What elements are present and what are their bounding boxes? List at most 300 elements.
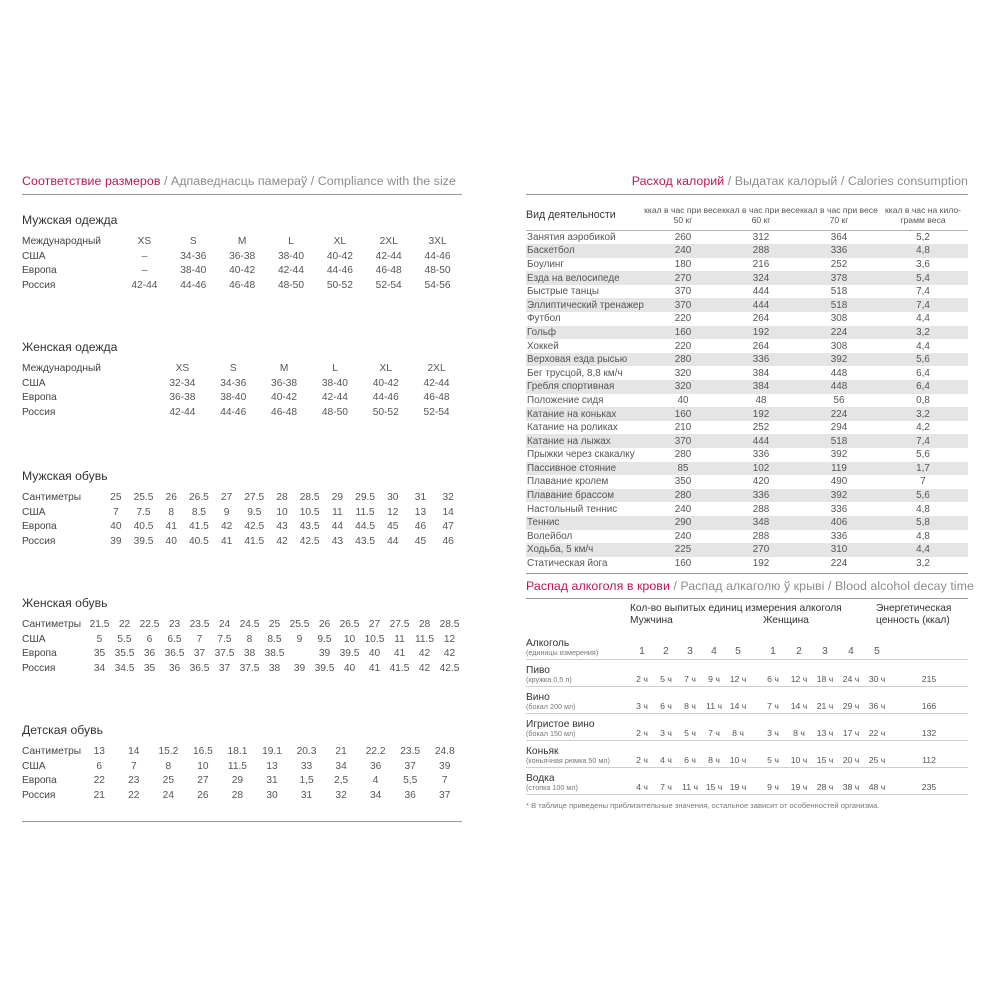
calories-value: 192 (752, 558, 770, 570)
size-cell: 39.5 (314, 662, 335, 674)
size-cell: 22.2 (365, 746, 386, 757)
calories-value: 384 (752, 381, 770, 393)
size-cell: 40-42 (229, 265, 256, 276)
alcohol-men-time: 10 ч (726, 741, 750, 768)
alcohol-men-time: 14 ч (726, 687, 750, 714)
size-cell: 9.5 (247, 506, 262, 518)
size-row-label: Европа (22, 775, 57, 786)
calories-value: 4,4 (916, 544, 930, 556)
calories-value: 518 (830, 286, 848, 298)
calories-value: 4,8 (916, 530, 930, 542)
size-row-label: Сантиметры (22, 746, 82, 757)
calories-value: 420 (752, 476, 770, 488)
size-cell: 7 (441, 775, 448, 786)
size-cell: 28 (276, 492, 288, 503)
calories-value: 225 (674, 544, 692, 556)
calories-activity: Занятия аэробикой (527, 231, 616, 243)
size-cell: 44-46 (326, 265, 353, 276)
size-cell: 34-36 (180, 250, 207, 262)
alcohol-drink-unit: (бокал 150 мл) (526, 729, 576, 739)
size-cell: 38 (243, 648, 256, 659)
size-cell: 34 (93, 662, 106, 674)
calories-header-row (526, 200, 968, 230)
kids-shoes-table (22, 745, 462, 803)
calories-row (526, 543, 968, 557)
alcohol-women-time: 22 ч (864, 714, 890, 741)
alcohol-energy: 215 (890, 660, 968, 687)
size-cell: 11 (332, 506, 343, 518)
alcohol-women-time: 36 ч (864, 687, 890, 714)
calories-activity: Пассивное стояние (527, 462, 617, 474)
size-cell: – (141, 265, 148, 276)
calories-row (526, 353, 968, 367)
calories-value: 336 (752, 490, 770, 502)
size-cell: 40-42 (372, 377, 399, 389)
calories-value: 364 (830, 231, 848, 243)
calories-value: 5,2 (916, 231, 930, 243)
size-cell: 37 (439, 789, 451, 801)
size-cell: 39.5 (133, 535, 154, 547)
alcohol-table (526, 633, 968, 795)
calories-value: 260 (674, 231, 692, 243)
size-cell: 24.8 (434, 746, 455, 757)
calories-activity: Быстрые танцы (527, 286, 599, 298)
women-clothing-table (22, 362, 462, 420)
alcohol-men-time: 7 ч (678, 660, 702, 687)
alcohol-spacer (750, 741, 760, 768)
calories-value: 336 (830, 503, 848, 515)
calories-value: 224 (830, 326, 848, 338)
alcohol-men-time: 15 ч (702, 768, 726, 795)
size-cell: 41.5 (189, 521, 209, 532)
alcohol-men-time: 6 ч (654, 687, 678, 714)
size-cell: 33 (300, 760, 313, 772)
size-cell: 30 (266, 789, 278, 801)
size-cell: 21 (335, 746, 347, 757)
calories-table (526, 200, 968, 570)
size-cell: 7.5 (217, 633, 232, 645)
size-cell: 34.5 (114, 662, 135, 674)
size-cell: 28.5 (439, 619, 460, 630)
size-cell: 34-36 (220, 377, 247, 389)
women-clothing-title: Женская одежда (22, 340, 118, 354)
size-cell: 10.5 (299, 506, 320, 518)
alcohol-spacer (750, 660, 760, 687)
size-cell: 37.5 (214, 648, 235, 659)
size-cell: 27 (197, 775, 209, 786)
size-row-label: Россия (22, 789, 56, 801)
size-cell: 5 (96, 633, 103, 645)
calories-row (526, 244, 968, 258)
size-cell: 36 (404, 789, 416, 801)
calories-value: 0,8 (916, 394, 930, 406)
calories-header-60: ккал в час при весе 60 кг (722, 204, 800, 225)
size-cell: 41.5 (389, 662, 410, 674)
size-cell: 35.5 (114, 648, 135, 659)
calories-value: 160 (674, 558, 692, 570)
size-cell: 38-40 (220, 392, 247, 403)
size-cell: 23.5 (400, 746, 421, 757)
size-cell: 37.5 (239, 662, 260, 674)
calories-activity: Ходьба, 5 км/ч (527, 544, 594, 556)
calories-value: 370 (674, 286, 692, 298)
size-cell: 43 (276, 521, 288, 532)
calories-value: 406 (830, 517, 848, 529)
size-cell: 46-48 (423, 392, 450, 403)
size-row-label: США (22, 633, 46, 645)
calories-value: 336 (752, 449, 770, 461)
alcohol-men-time: 2 (654, 633, 678, 660)
size-cell: 36.5 (189, 662, 210, 674)
calories-value: 444 (752, 286, 770, 298)
size-cell: 6 (146, 633, 153, 645)
alcohol-energy: 112 (890, 741, 968, 768)
size-cell: 44 (387, 535, 399, 547)
size-cell: 25 (110, 492, 122, 503)
size-cell: 36-38 (169, 392, 196, 403)
size-cell: 44-46 (424, 250, 451, 262)
size-cell: 42 (418, 662, 431, 674)
alcohol-drink (526, 633, 630, 660)
size-cell: 27.5 (244, 492, 265, 503)
calories-value: 5,6 (916, 449, 930, 461)
alcohol-energy-header: Энергетическая ценность (ккал) (876, 603, 952, 627)
alcohol-drink (526, 687, 630, 714)
size-cell: 10 (276, 506, 288, 518)
size-row-label: Россия (22, 279, 56, 291)
size-cell: 40 (110, 521, 122, 532)
size-cell: M (279, 363, 289, 374)
size-cell: 14 (442, 506, 454, 518)
size-row-label: Россия (22, 535, 56, 547)
size-cell: 10 (197, 760, 209, 772)
size-cell: 6.5 (167, 633, 182, 645)
size-cell: 25.5 (289, 619, 310, 630)
calories-value: 56 (833, 394, 845, 406)
size-cell: 11.5 (414, 633, 435, 645)
size-row-label: Европа (22, 521, 57, 532)
size-cell: 22 (128, 789, 140, 801)
size-cell: 21 (93, 789, 105, 801)
calories-value: 518 (830, 299, 848, 311)
size-cell: 18.1 (227, 746, 248, 757)
alcohol-top-rule (526, 573, 968, 574)
size-cell: 36 (369, 760, 382, 772)
alcohol-women-time: 8 ч (786, 714, 812, 741)
size-cell: 12 (387, 506, 399, 518)
alcohol-men-time: 11 ч (702, 687, 726, 714)
size-cell: 28.5 (299, 492, 320, 503)
calories-value: 310 (830, 544, 848, 556)
calories-value: 7 (920, 476, 926, 488)
alcohol-row (526, 714, 968, 741)
size-cell: 48-50 (424, 265, 451, 276)
size-cell: 42.5 (299, 535, 320, 547)
alcohol-men-time: 8 ч (702, 741, 726, 768)
calories-value: 448 (830, 381, 848, 393)
size-row-label: США (22, 377, 46, 389)
size-cell: 36.5 (164, 648, 185, 659)
size-cell: 52-54 (423, 406, 450, 418)
size-cell: 9 (223, 506, 230, 518)
women-shoes-title: Женская обувь (22, 596, 108, 610)
size-cell: 13 (93, 746, 105, 757)
size-cell: 8 (168, 506, 175, 518)
size-cell: 48-50 (321, 406, 348, 418)
alcohol-women-time: 28 ч (812, 768, 838, 795)
size-cell: 5.5 (117, 633, 132, 645)
size-cell: 16.5 (192, 746, 213, 757)
calories-value: 4,2 (916, 422, 930, 434)
size-cell: 25 (268, 619, 281, 630)
calories-value: 3,2 (916, 408, 930, 420)
calories-row (526, 271, 968, 285)
alcohol-women-time: 1 (760, 633, 786, 660)
calories-row (526, 421, 968, 435)
size-cell: 21.5 (89, 619, 110, 630)
alcohol-men-time: 7 ч (654, 768, 678, 795)
calories-value: 119 (831, 462, 847, 474)
size-cell: 8 (165, 760, 172, 772)
calories-value: 7,4 (916, 435, 930, 447)
calories-value: 3,6 (916, 258, 930, 270)
calories-value: 192 (752, 326, 770, 338)
alcohol-men-time: 4 (702, 633, 726, 660)
calories-value: 4,4 (916, 340, 930, 352)
calories-activity: Волейбол (527, 530, 573, 542)
size-row-label: Россия (22, 662, 56, 674)
size-cell: 2XL (379, 236, 398, 247)
size-cell: 38-40 (180, 265, 207, 276)
alcohol-men-time: 7 ч (702, 714, 726, 741)
size-cell: 46-48 (375, 265, 402, 276)
calories-value: 308 (830, 313, 848, 325)
size-cell: 32 (442, 492, 454, 503)
size-cell: XL (379, 363, 392, 374)
alcohol-women-time: 19 ч (786, 768, 812, 795)
calories-value: 240 (674, 245, 692, 257)
size-cell: 9.5 (317, 633, 332, 645)
size-cell: 42 (443, 648, 456, 659)
sizes-section (22, 174, 462, 822)
calories-value: 4,8 (916, 503, 930, 515)
size-cell: 45 (387, 521, 399, 532)
alcohol-energy (890, 633, 968, 660)
size-cell: 38 (268, 662, 281, 674)
size-cell: XL (333, 236, 347, 247)
size-cell: 23.5 (189, 619, 210, 630)
calories-value: 48 (755, 394, 767, 406)
size-cell: 11.5 (355, 506, 375, 518)
size-cell: 43 (331, 535, 344, 547)
calories-title: Расход калорий / Выдатак калорый / Calories consumption (631, 174, 968, 188)
calories-value: 180 (674, 258, 692, 270)
size-cell: 41 (220, 535, 233, 547)
size-cell: 32 (335, 789, 347, 801)
size-cell: 26.5 (339, 619, 360, 630)
calories-row (526, 339, 968, 353)
size-cell: L (332, 363, 338, 374)
alcohol-row (526, 768, 968, 795)
size-cell: 8.5 (191, 506, 206, 518)
calories-value: 308 (830, 340, 848, 352)
alcohol-drink-name: Вино (526, 692, 550, 704)
size-cell: 5,5 (403, 775, 418, 786)
calories-section (526, 174, 974, 811)
calories-value: 3,2 (916, 558, 930, 570)
size-cell: 40-42 (326, 250, 353, 262)
size-cell: 50-52 (326, 279, 353, 291)
size-cell: 35 (143, 662, 156, 674)
size-cell: 42-44 (169, 406, 196, 418)
alcohol-men-time: 5 ч (678, 714, 702, 741)
calories-value: 280 (674, 449, 692, 461)
alcohol-men-time: 9 ч (702, 660, 726, 687)
alcohol-men-time: 2 ч (630, 741, 654, 768)
kids-shoes-title: Детская обувь (22, 723, 103, 737)
calories-header-70: ккал в час при весе 70 кг (800, 204, 878, 225)
calories-value: 288 (752, 503, 770, 515)
calories-row (526, 462, 968, 476)
calories-value: 280 (674, 490, 692, 502)
size-cell: 23 (168, 619, 181, 630)
calories-value: 4,4 (916, 313, 930, 325)
size-cell: 15.2 (158, 746, 179, 757)
size-cell: 44-46 (372, 392, 399, 403)
alcohol-title: Распад алкоголя в крови / Распад алкаголю ў крыві / Blood alcohol decay time (526, 579, 974, 594)
alcohol-women-time: 3 ч (760, 714, 786, 741)
size-cell: 31 (266, 775, 278, 786)
calories-value: 444 (752, 299, 770, 311)
calories-value: 264 (752, 313, 770, 325)
alcohol-women-time: 7 ч (760, 687, 786, 714)
calories-value: 216 (752, 258, 770, 270)
calories-value: 270 (752, 544, 770, 556)
size-cell: 10.5 (364, 633, 385, 645)
size-cell: 44.5 (355, 521, 375, 532)
size-cell: 19.1 (262, 746, 282, 757)
size-cell: 10 (343, 633, 356, 645)
calories-value: 336 (830, 530, 848, 542)
calories-activity: Гребля спортивная (527, 381, 615, 393)
size-cell: 40 (343, 662, 356, 674)
size-cell: 34 (369, 789, 382, 801)
size-row-label: Сантиметры (22, 492, 82, 503)
men-clothing-table (22, 235, 462, 293)
alcohol-women-time: 3 (812, 633, 838, 660)
calories-value: 252 (752, 422, 770, 434)
size-cell: 54-56 (424, 279, 451, 291)
alcohol-drink-name: Водка (526, 773, 555, 785)
calories-value: 210 (674, 422, 692, 434)
calories-value: 280 (674, 354, 692, 366)
size-cell: 27.5 (389, 619, 410, 630)
calories-activity: Настольный теннис (527, 503, 618, 515)
size-cell: 41 (393, 648, 406, 659)
calories-row (526, 230, 968, 244)
alcohol-men-time: 8 ч (726, 714, 750, 741)
calories-activity: Бег трусцой, 8,8 км/ч (527, 367, 623, 379)
size-cell: 22.5 (139, 619, 160, 630)
size-cell: 28 (231, 789, 244, 801)
size-row-label: Россия (22, 406, 56, 418)
calories-row (526, 380, 968, 394)
alcohol-men-time: 19 ч (726, 768, 750, 795)
size-cell: 46 (442, 535, 454, 547)
calories-value: 252 (830, 258, 848, 270)
size-cell: 46-48 (229, 279, 256, 291)
alcohol-men-time: 4 ч (654, 741, 678, 768)
alcohol-drink-unit: (стопка 100 мл) (526, 783, 578, 793)
alcohol-spacer (750, 687, 760, 714)
calories-value: 85 (677, 462, 689, 474)
size-cell: 39 (110, 535, 122, 547)
calories-value: 1,7 (916, 462, 930, 474)
calories-table-body (526, 230, 968, 570)
size-cell: 1,5 (299, 775, 314, 786)
alcohol-drink-name: Алкоголь (526, 638, 570, 650)
alcohol-header (526, 599, 968, 633)
alcohol-women-time: 9 ч (760, 768, 786, 795)
size-cell: 22 (118, 619, 131, 630)
calories-row (526, 475, 968, 489)
alcohol-drink (526, 714, 630, 741)
calories-activity: Прыжки через скакалку (527, 449, 635, 461)
size-cell: 42-44 (423, 377, 450, 389)
men-shoes-table (22, 491, 462, 549)
calories-value: 160 (674, 408, 692, 420)
calories-activity: Катание на коньках (527, 408, 617, 420)
size-row-label: Международный (22, 363, 101, 374)
size-cell (287, 647, 312, 662)
calories-value: 288 (752, 245, 770, 257)
calories-value: 5,4 (916, 272, 930, 284)
alcohol-drink-name: Игристое вино (526, 719, 595, 731)
calories-activity: Футбол (527, 313, 561, 325)
calories-value: 264 (752, 340, 770, 352)
calories-value: 392 (830, 354, 848, 366)
calories-value: 220 (674, 340, 692, 352)
size-cell: 31 (414, 492, 427, 503)
size-cell: 45 (414, 535, 427, 547)
alcohol-women-time: 18 ч (812, 660, 838, 687)
calories-activity: Теннис (527, 517, 560, 529)
size-cell: 50-52 (372, 406, 399, 418)
size-cell: XS (175, 363, 190, 374)
alcohol-footnote: * В таблице приведены приблизительные значения, остальное зависит от особенностей организма. (526, 801, 880, 811)
alcohol-men-time: 3 ч (654, 714, 678, 741)
alcohol-men-time: 3 ч (630, 687, 654, 714)
alcohol-men-time: 3 (678, 633, 702, 660)
calories-activity: Гольф (527, 326, 556, 338)
calories-activity: Катание на лыжах (527, 435, 611, 447)
calories-value: 378 (830, 272, 848, 284)
size-cell: 26 (197, 789, 209, 801)
size-cell: 38-40 (277, 250, 305, 262)
alcohol-row (526, 660, 968, 687)
size-cell: 40.5 (133, 521, 154, 532)
calories-value: 490 (830, 476, 848, 488)
alcohol-men-time: 5 (726, 633, 750, 660)
calories-value: 370 (674, 299, 692, 311)
calories-value: 350 (674, 476, 692, 488)
size-cell: L (288, 236, 294, 247)
calories-value: 160 (674, 326, 692, 338)
calories-value: 6,4 (916, 381, 930, 393)
calories-row (526, 502, 968, 516)
calories-value: 294 (830, 422, 848, 434)
size-cell: 8 (246, 633, 253, 645)
